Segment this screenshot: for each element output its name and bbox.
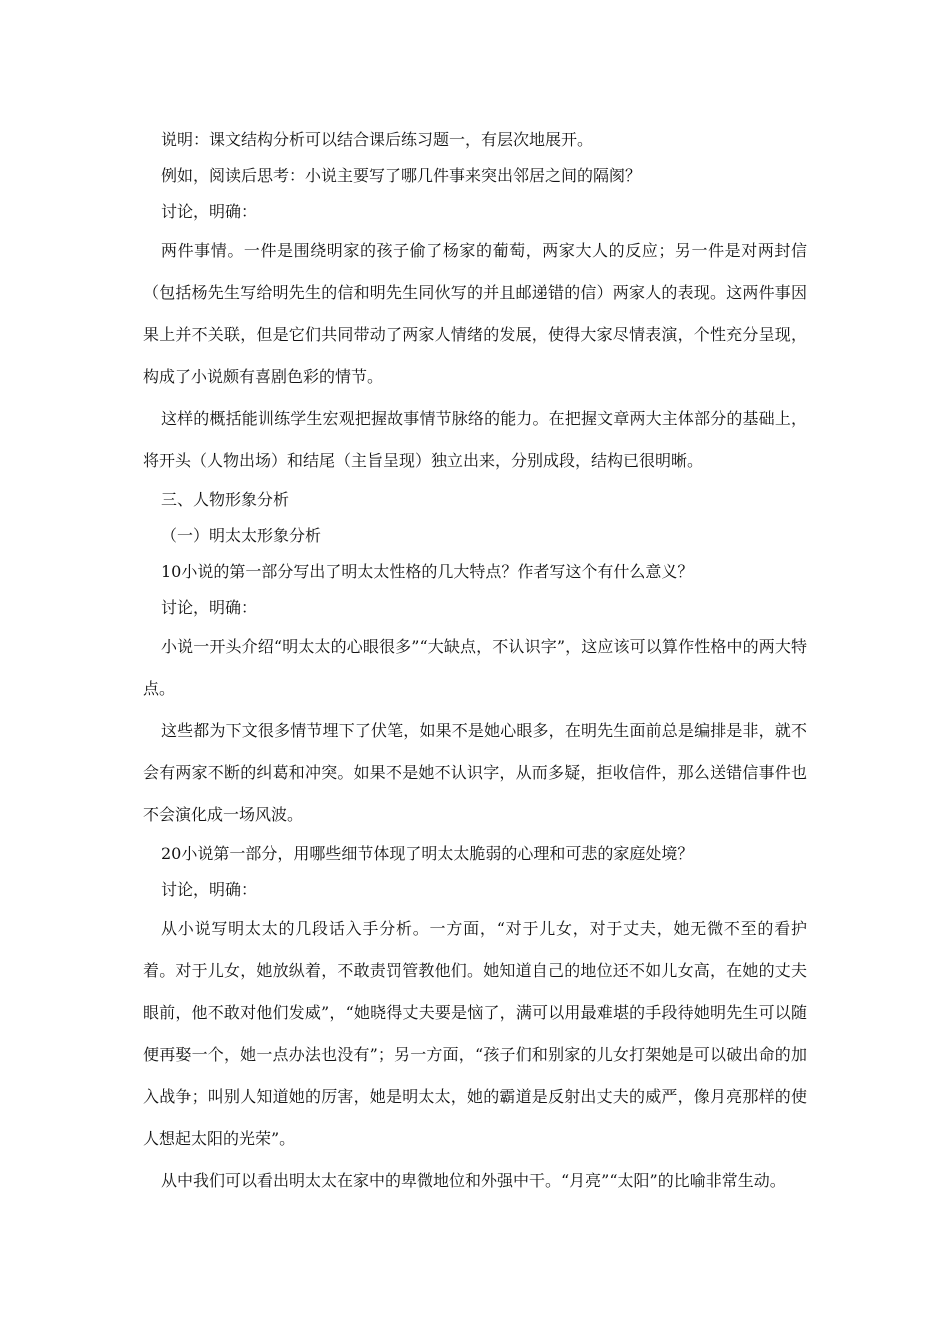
paragraph-two-events: 两件事情。一件是围绕明家的孩子偷了杨家的葡萄，两家大人的反应；另一件是对两封信（包括杨先生写给明先生的信和明先生同伙写的并且邮递错的信）两家人的表现。这两件事因果上并不关联，但是它们共同带动了两家人情绪的发展，使得大家尽情表演，个性充分呈现，构成了小说颇有喜剧色彩的情节。 xyxy=(143,241,807,386)
paragraph-conclusion: 从中我们可以看出明太太在家中的卑微地位和外强中干。“月亮”“太阳”的比喻非常生动。 xyxy=(161,1171,786,1190)
section-heading-character-analysis: 三、人物形象分析 xyxy=(161,490,290,509)
paragraph-discussion-label: 讨论，明确： xyxy=(161,202,258,221)
paragraph-note: 说明：课文结构分析可以结合课后练习题一，有层次地展开。 xyxy=(161,130,594,149)
paragraph-discussion-label: 讨论，明确： xyxy=(161,598,258,617)
paragraph-question-2: 20小说第一部分，用哪些细节体现了明太太脆弱的心理和可悲的家庭处境？ xyxy=(161,844,694,863)
subsection-heading-mrs-ming: （一）明太太形象分析 xyxy=(161,526,322,545)
paragraph-question-1: 10小说的第一部分写出了明太太性格的几大特点？作者写这个有什么意义？ xyxy=(161,562,694,581)
paragraph-two-traits: 小说一开头介绍“明太太的心眼很多”“大缺点，不认识字”，这应该可以算作性格中的两大特点。 xyxy=(143,637,807,698)
paragraph-foreshadowing: 这些都为下文很多情节埋下了伏笔，如果不是她心眼多，在明先生面前总是编排是非，就不会有两家不断的纠葛和冲突。如果不是她不认识字，从而多疑，拒收信件，那么送错信事件也不会演化成一场风波。 xyxy=(143,721,807,824)
document-body xyxy=(143,122,807,1202)
paragraph-detail-analysis: 从小说写明太太的几段话入手分析。一方面，“对于儿女，对于丈夫，她无微不至的看护着。对于儿女，她放纵着，不敢责罚管教他们。她知道自己的地位还不如儿女高，在她的丈夫眼前，他不敢对他们发威”，“她晓得丈夫要是恼了，满可以用最难堪的手段待她明先生可以随便再娶一个，她一点办法也没有”；另一方面，“孩子们和别家的儿女打架她是可以破出命的加入战争；叫别人知道她的厉害，她是明太太，她的霸道是反射出丈夫的威严，像月亮那样的使人想起太阳的光荣”。 xyxy=(143,919,807,1148)
paragraph-discussion-label: 讨论，明确： xyxy=(161,880,258,899)
paragraph-summary-skill: 这样的概括能训练学生宏观把握故事情节脉络的能力。在把握文章两大主体部分的基础上，将开头（人物出场）和结尾（主旨呈现）独立出来，分别成段，结构已很明晰。 xyxy=(143,409,807,470)
paragraph-example-question: 例如，阅读后思考：小说主要写了哪几件事来突出邻居之间的隔阂？ xyxy=(161,166,642,185)
